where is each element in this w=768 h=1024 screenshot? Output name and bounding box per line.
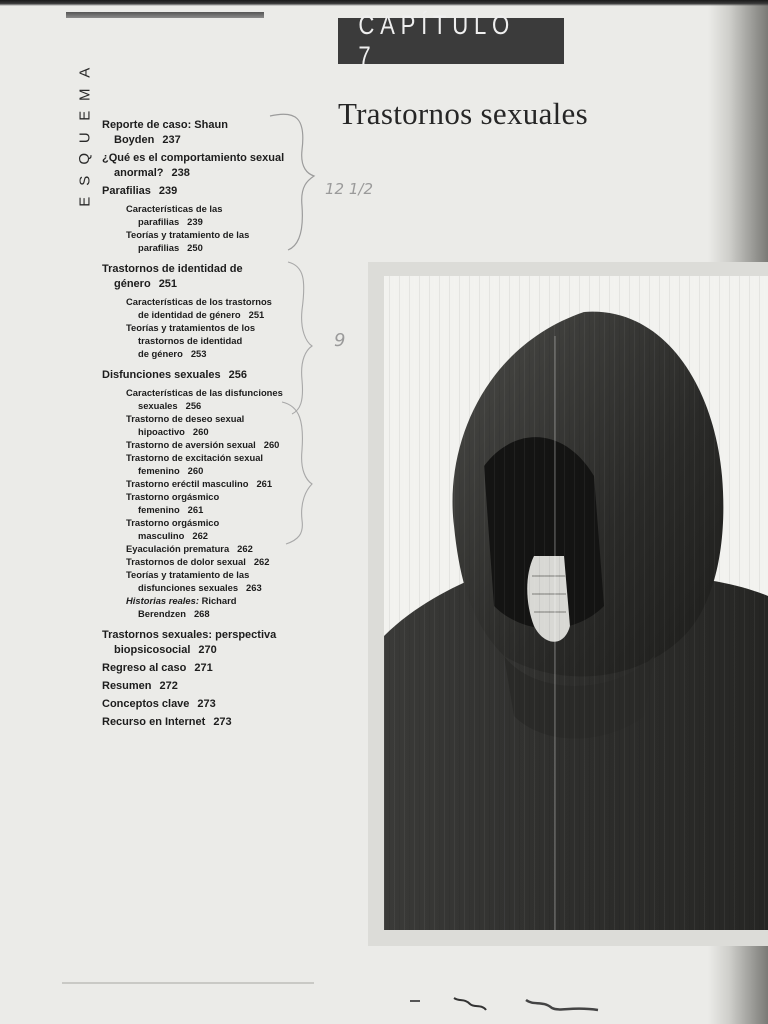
- toc-page-number: 238: [171, 167, 190, 179]
- toc-page-number: 239: [187, 216, 203, 227]
- handwritten-note: 12 1/2: [325, 180, 373, 198]
- chapter-label: CAPÍTULO 7: [358, 10, 515, 71]
- toc-page-number: 256: [185, 400, 202, 411]
- toc-entry: Resumen 272: [102, 680, 178, 692]
- toc-entry: Parafilias 239: [102, 185, 178, 197]
- toc-page-number: 260: [263, 439, 280, 450]
- chapter-title: Trastornos sexuales: [338, 96, 588, 131]
- toc-subentry: Teorías y tratamiento de las disfunciones sexuales 263: [126, 569, 262, 593]
- outline-letter: U: [76, 131, 94, 143]
- toc-subentry: Historias reales: Richard Berendzen 268: [126, 595, 237, 619]
- toc-page-number: 253: [190, 348, 207, 359]
- toc-page-number: 237: [162, 134, 181, 146]
- toc-page-number: 268: [193, 608, 210, 619]
- toc-entry: Conceptos clave 273: [102, 698, 216, 710]
- outline-letter: M: [76, 88, 94, 101]
- toc-entry: Reporte de caso: Shaun Boyden 237: [102, 119, 228, 146]
- toc-page-number: 251: [158, 278, 178, 290]
- toc-page-number: 273: [197, 698, 216, 710]
- scan-top-edge: [0, 0, 768, 6]
- toc-subentry: Trastorno de deseo sexual hipoactivo 260: [126, 413, 245, 437]
- toc-entry: Recurso en Internet 273: [102, 716, 232, 728]
- toc-page-number: 239: [158, 185, 178, 197]
- toc-subentry: Características de los trastornos de identidad de género 251: [126, 296, 272, 320]
- toc-page-number: 260: [187, 465, 204, 476]
- toc-entry: Regreso al caso 271: [102, 662, 213, 674]
- toc-subentry: Características de las parafilias 239: [126, 203, 223, 227]
- toc-subentry: Trastorno de aversión sexual 260: [126, 439, 280, 450]
- toc-page-number: 251: [248, 309, 265, 320]
- outline-letter: S: [76, 175, 94, 186]
- outline-letter: Q: [76, 152, 94, 165]
- hooded-figure-photo: [384, 276, 768, 930]
- toc-subentry: Teorías y tratamientos de los trastornos de identidad de género 253: [126, 322, 256, 359]
- toc-page-number: 256: [228, 369, 247, 381]
- toc-page-number: 272: [159, 680, 178, 692]
- scan-smudge-marks: [402, 996, 602, 1016]
- outline-letter: E: [76, 110, 94, 121]
- toc-subentry: Trastorno orgásmico femenino 261: [126, 491, 220, 515]
- toc-entry: ¿Qué es el comportamiento sexual anormal? 238: [102, 152, 285, 179]
- toc-entry: Trastornos de identidad de género 251: [102, 263, 243, 290]
- bottom-rule: [62, 982, 314, 984]
- toc-page-number: 262: [192, 530, 209, 541]
- toc-page-number: 271: [194, 662, 213, 674]
- handwritten-brace-marks: [262, 110, 322, 550]
- toc-subentry: Características de las disfunciones sexuales 256: [126, 387, 283, 411]
- toc-page-number: 262: [253, 556, 270, 567]
- hooded-figure-illustration: [384, 276, 768, 930]
- toc-page-number: 273: [213, 716, 232, 728]
- outline-letter: A: [76, 67, 94, 78]
- toc-subentry: Teorías y tratamiento de las parafilias 250: [126, 229, 250, 253]
- toc-subentry: Trastorno orgásmico masculino 262: [126, 517, 220, 541]
- handwritten-note: 9: [334, 330, 346, 351]
- toc-page-number: 270: [198, 644, 217, 656]
- toc-page-number: 260: [192, 426, 209, 437]
- top-rule: [66, 12, 264, 18]
- outline-letter: E: [76, 196, 94, 207]
- outline-vertical-label: [74, 62, 96, 213]
- toc-page-number: 263: [246, 582, 262, 593]
- toc-page-number: 250: [187, 242, 203, 253]
- toc-subentry: Trastornos de dolor sexual 262: [126, 556, 270, 567]
- chapter-banner: [338, 10, 564, 71]
- toc-page-number: 262: [237, 543, 253, 554]
- toc-subentry: Eyaculación prematura 262: [126, 543, 253, 554]
- toc-page-number: 261: [187, 504, 204, 515]
- toc-entry: Trastornos sexuales: perspectiva biopsicosocial 270: [102, 629, 277, 656]
- toc-subentry: Trastorno eréctil masculino 261: [126, 478, 273, 489]
- toc-page-number: 261: [256, 478, 273, 489]
- toc-subentry: Trastorno de excitación sexual femenino 260: [126, 452, 264, 476]
- toc-entry: Disfunciones sexuales 256: [102, 369, 247, 381]
